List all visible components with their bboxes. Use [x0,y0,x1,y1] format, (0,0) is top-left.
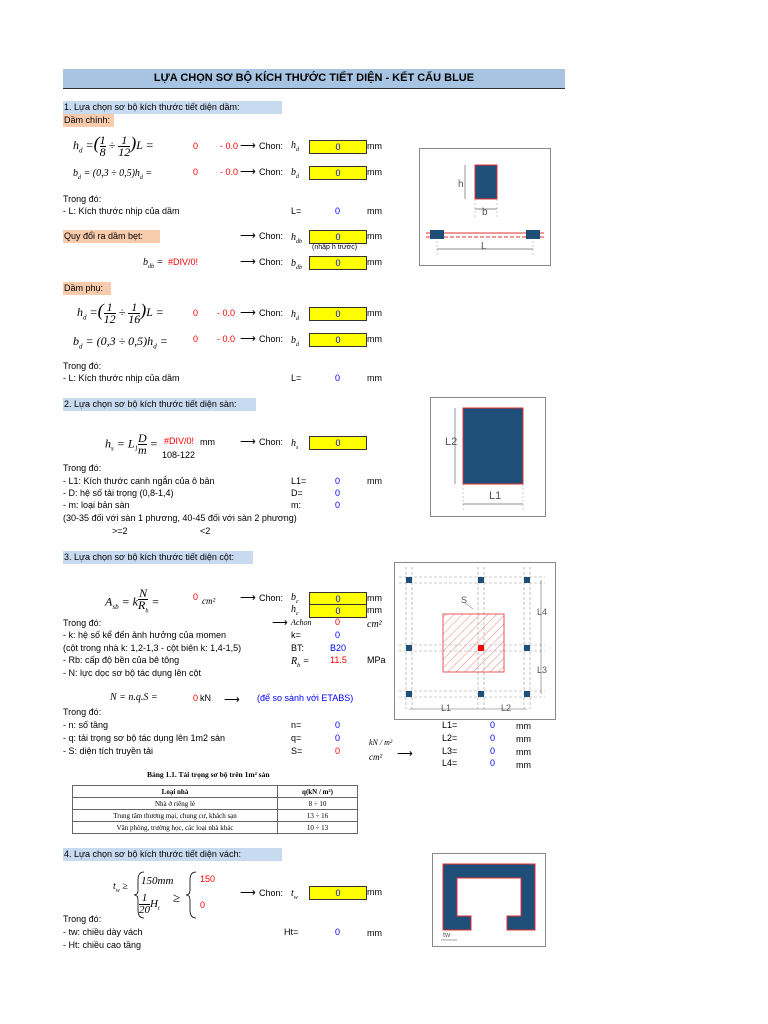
arrow-icon: ⟶ [240,230,256,242]
chon-label: Chon: [259,888,284,898]
mm-unit: mm [367,476,382,486]
trong-do-label: Trong đó: [63,914,102,924]
N-formula: N = n.q.S = [110,692,158,703]
rb-value: 11.5 [330,655,347,665]
section-2-heading: 2. Lựa chọn sơ bộ kích thước tiết diện sàn: [63,398,256,411]
bdb-chon-input[interactable]: 0 [309,256,367,270]
note-n: - n: số tầng [63,720,109,730]
mm-unit: mm [367,334,382,344]
bd2-chon-input[interactable]: 0 [309,333,367,347]
L1-label: L1= [291,476,307,486]
tw-ht-fraction: $\frac{1}{20}$ $H_t$ [139,892,160,916]
fig-L2-label: L2 [501,703,512,713]
table-row [73,810,358,822]
hdb-chon-input[interactable]: 0 [309,230,367,244]
hd2-chon-input[interactable]: 0 [309,307,367,321]
hdb-symbol: $h_{db}$ [291,232,302,245]
note-q: - q: tải trọng sơ bộ tác dụng lên 1m2 sàn [63,733,225,743]
fig-tw-label: tw [443,932,450,939]
ht-label: Ht= [284,927,299,937]
D-label: D= [291,488,303,498]
mm-unit: mm [367,231,382,241]
ratio-lt2: <2 [200,526,211,536]
achon-unit: cm² [367,619,382,630]
hd2-range: - 0.0 [217,308,236,318]
bd-value: 0 [193,167,199,177]
S-label: S= [291,746,303,756]
q-unit: kN / m² [369,738,393,747]
fig-L4-label: L4 [537,607,548,617]
bd-formula: $b_d = (0,3 \div 0,5)h_d$ = [73,168,153,181]
note-rb: - Rb: cấp độ bền của bê tông [63,655,180,665]
table-cell: Văn phòng, trường học, các loại nhà khác [73,822,278,834]
S-unit: cm² [369,752,383,762]
tw-ht-value: 0 [200,900,206,910]
k-value: 0 [335,630,341,640]
arrow-icon: ⟶ [224,694,240,706]
section-4-heading: 4. Lựa chọn sơ bộ kích thước tiết diện vách: [63,848,282,861]
hs-symbol: $h_s$ [291,438,299,451]
chon-label: Chon: [259,593,284,603]
table-header-row [73,786,358,798]
table-cell: 8 ÷ 10 [278,798,358,810]
m-value: 0 [335,500,341,510]
arrow-icon: ⟶ [240,333,256,345]
arrow-icon: ⟶ [272,617,288,629]
L3-value: 0 [490,746,496,756]
hs-range: 108-122 [162,450,196,460]
table-cell: 10 ÷ 13 [278,822,358,834]
bd2-symbol: $b_d$ [291,335,299,348]
fig-L1-label: L1 [441,703,452,713]
fig-h-label: h [458,179,464,190]
table-cell: Nhà ở riêng lẻ [73,798,278,810]
tw-150-value: 150 [200,874,216,884]
q-label: q= [291,733,302,743]
hd-range: - 0.0 [220,141,239,151]
fig-L3-label: L3 [537,665,548,675]
mm-unit: mm [367,308,382,318]
L-value: 0 [335,206,341,216]
tw-150mm: 150mm [141,875,174,887]
L-label: L= [291,373,302,383]
mm-unit: mm [516,747,531,757]
trong-do-label: Trong đó: [63,194,102,204]
fig-L-label: L [481,241,487,252]
table-cell: Trung tâm thương mại, chung cư, khách sạn [73,810,278,822]
mpa-unit: MPa [367,655,386,665]
arrow-icon: ⟶ [240,140,256,152]
chon-label: Chon: [259,437,284,447]
hd-value: 0 [193,141,199,151]
page-title: LỰA CHỌN SƠ BỘ KÍCH THƯỚC TIẾT DIỆN - KẾT CẤU BLUE [63,69,565,89]
bdb-formula: $b_{db}$ = [143,257,164,270]
bt-value: B20 [330,643,347,653]
arrow-icon: ⟶ [240,436,256,448]
chon-label: Chon: [259,167,284,177]
bt-label: BT: [291,643,305,653]
L2-value: 0 [490,733,496,743]
mm-unit: mm [367,887,382,897]
note-L: - L: Kích thước nhịp của dầm [63,373,180,383]
L1-label: L1= [442,720,458,730]
k-label: k= [291,630,301,640]
table-header: Loại nhà [73,786,278,798]
achon-label: Achon [291,618,312,627]
dam-phu-label: Dầm phụ: [63,282,111,295]
L-value: 0 [335,373,341,383]
mm-unit: mm [516,760,531,770]
n-label: n= [291,720,302,730]
hd-chon-input[interactable]: 0 [309,140,367,154]
chon-label: Chon: [259,257,284,267]
bd-symbol: $b_d$ [291,167,299,180]
S-value: 0 [335,746,341,756]
bc-symbol: $b_c$ [291,592,299,605]
section-3-heading: 3. Lựa chọn sơ bộ kích thước tiết diện cột: [63,551,253,564]
chon-label: Chon: [259,334,284,344]
etabs-note: (để so sánh với ETABS) [257,693,354,703]
bd2-value: 0 [193,334,199,344]
bd2-range: - 0.0 [217,334,236,344]
A-value: 0 [193,592,199,602]
note-m-range: (30-35 đối với sàn 1 phương, 40-45 đối với sàn 2 phương) [63,513,297,523]
tw-geq: ≥ [173,890,181,905]
beam-section-figure [419,148,551,266]
note-L1: - L1: Kích thước canh ngắn của ô bản [63,476,215,486]
arrow-icon: ⟶ [397,748,413,760]
D-value: 0 [335,488,341,498]
dam-chinh-label: Dầm chính: [63,114,114,127]
table-header: q(kN / m²) [278,786,358,798]
chon-label: Chon: [259,141,284,151]
fig-L2-label: L2 [445,436,458,448]
mm-unit: mm [516,734,531,744]
mm-unit: mm [200,437,215,447]
bc-chon-input[interactable]: 0 [309,592,367,606]
quy-doi-label: Quy đổi ra dầm bẹt: [63,230,160,243]
tw-chon-input[interactable]: 0 [309,886,367,900]
hc-chon-input[interactable]: 0 [309,604,367,618]
L4-value: 0 [490,758,496,768]
arrow-icon: ⟶ [240,592,256,604]
trong-do-label: Trong đó: [63,707,102,717]
hd2-formula: $h_d$ =( $\frac{1}{12}$ ÷ $\frac{1}{16}$ )L = [77,299,164,326]
bd-chon-input[interactable]: 0 [309,166,367,180]
note-k: - k: hệ số kể đến ảnh hưởng của momen [63,630,227,640]
chon-label: Chon: [259,231,284,241]
hd2-value: 0 [193,308,199,318]
ht-value: 0 [335,927,341,937]
note-ht: - Ht: chiều cao tầng [63,940,142,950]
wall-section-figure [432,853,546,947]
hs-chon-input[interactable]: 0 [309,436,367,450]
L-label: L= [291,206,302,216]
A-formula: $A_{sb} = k$ $\frac{N}{R_b}$ = [105,586,160,615]
note-L: - L: Kích thước nhịp của dầm [63,206,180,216]
achon-value: 0 [335,617,341,627]
mm-unit: mm [367,373,382,383]
hc-symbol: $h_c$ [291,604,299,617]
mm-unit: mm [367,257,382,267]
ratio-ge2: >=2 [112,526,128,536]
bd-range: - 0.0 [220,167,239,177]
load-table-title: Bảng 1.1. Tải trọng sơ bộ trên 1m² sàn [147,770,270,779]
m-label: m: [291,500,301,510]
L3-label: L3= [442,746,458,756]
arrow-icon: ⟶ [240,256,256,268]
note-m: - m: loại bản sàn [63,500,130,510]
table-row [73,798,358,810]
tw-symbol-left: $t_w$ ≥ [113,881,128,894]
hd-symbol: $h_d$ [291,140,299,153]
hd-formula: $h_d$ =( $\frac{1}{8}$ ÷ $\frac{1}{12}$ )L = [73,132,154,159]
slab-figure [430,397,546,517]
trong-do-label: Trong đó: [63,618,102,628]
table-cell: 13 ÷ 16 [278,810,358,822]
A-unit: cm² [202,596,216,606]
mm-unit: mm [367,206,382,216]
mm-unit: mm [367,928,382,938]
rb-symbol: $R_b$ = [291,656,310,669]
fig-b-label: b [482,207,488,218]
hd2-symbol: $h_d$ [291,309,299,322]
bdb-value: #DIV/0! [168,257,199,267]
mm-unit: mm [367,605,382,615]
q-value: 0 [335,733,341,743]
L1-value: 0 [490,720,496,730]
tw-symbol: $t_w$ [291,888,298,901]
L4-label: L4= [442,758,458,768]
mm-unit: mm [516,721,531,731]
note-D: - D: hệ số tải trọng (0,8-1,4) [63,488,174,498]
L1-value: 0 [335,476,341,486]
note-N: - N: lực dọc sơ bộ tác dụng lên cột [63,668,201,678]
fig-L1-label: L1 [489,490,502,502]
bd2-formula: $b_d = (0,3 \div 0,5)h_d$ = [73,334,168,351]
load-table [72,785,358,834]
chon-label: Chon: [259,308,284,318]
column-plan-figure [394,562,556,720]
L2-label: L2= [442,733,458,743]
table-row [73,822,358,834]
hs-formula: $h_s = L_1$ $\frac{D}{m}$ = [105,431,158,457]
trong-do-label: Trong đó: [63,463,102,473]
N-value: 0 [193,693,199,703]
note-tw: - tw: chiều dày vách [63,927,143,937]
arrow-icon: ⟶ [240,166,256,178]
mm-unit: mm [367,141,382,151]
trong-do-label: Trong đó: [63,361,102,371]
mm-unit: mm [367,167,382,177]
section-1-heading: 1. Lựa chọn sơ bộ kích thước tiết diện dầm: [63,101,282,114]
kN-unit: kN [200,693,211,703]
fig-S-label: S [461,595,468,605]
arrow-icon: ⟶ [240,307,256,319]
note-k-range: (cột trong nhà k: 1,2-1,3 - cột biên k: 1,4-1,5) [63,643,242,653]
hs-value: #DIV/0! [164,436,195,446]
mm-unit: mm [367,593,382,603]
arrow-icon: ⟶ [240,887,256,899]
note-S: - S: diện tích truyền tải [63,746,154,756]
bdb-symbol: $b_{db}$ [291,258,302,271]
n-value: 0 [335,720,341,730]
nhap-h-note: (nhập h trước) [312,244,358,251]
